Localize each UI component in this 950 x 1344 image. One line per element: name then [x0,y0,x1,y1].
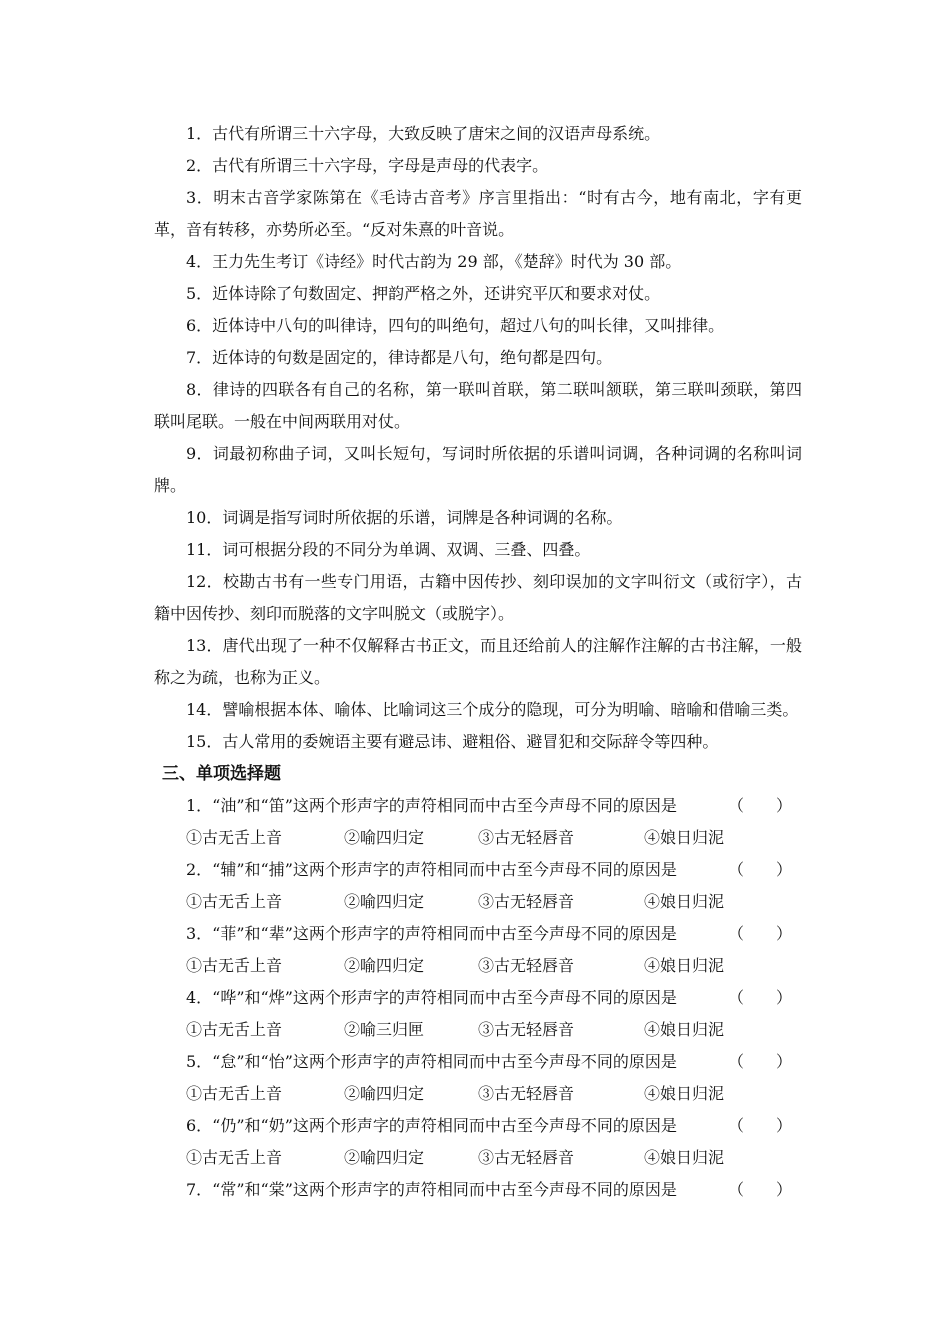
option-d: ④娘日归泥 [644,1084,725,1103]
option-row [154,1142,802,1174]
statement-item: 15．古人常用的委婉语主要有避忌讳、避粗俗、避冒犯和交际辞令等四种。 [186,732,719,751]
answer-blank: （ ） [728,924,793,943]
document-page [154,118,802,1206]
option-row [154,822,802,854]
statement-item: 12．校勘古书有一些专门用语，古籍中因传抄、刻印误加的文字叫衍文（或衍字），古籍中因传抄、刻印而脱落的文字叫脱文（或脱字）。 [154,572,802,623]
question-text: 5．“怠”和“怡”这两个形声字的声符相同而中古至今声母不同的原因是 [186,1052,677,1071]
statement-item: 2．古代有所谓三十六字母，字母是声母的代表字。 [186,156,549,175]
option-row [154,1014,802,1046]
question-text: 6．“仍”和“奶”这两个形声字的声符相同而中古至今声母不同的原因是 [186,1116,677,1135]
statement-item: 14．譬喻根据本体、喻体、比喻词这三个成分的隐现，可分为明喻、暗喻和借喻三类。 [186,700,799,719]
option-c: ③古无轻唇音 [478,1020,575,1039]
option-b: ②喻三归匣 [344,1020,425,1039]
statement-item: 8．律诗的四联各有自己的名称，第一联叫首联，第二联叫颔联，第三联叫颈联，第四联叫尾联。一般在中间两联用对仗。 [154,380,802,431]
option-a: ①古无舌上音 [186,828,283,847]
answer-blank: （ ） [728,988,793,1007]
option-d: ④娘日归泥 [644,1148,725,1167]
question-stem [154,918,802,950]
option-b: ②喻四归定 [344,828,425,847]
question-stem [154,1110,802,1142]
option-d: ④娘日归泥 [644,892,725,911]
option-a: ①古无舌上音 [186,956,283,975]
statement-item: 3．明末古音学家陈第在《毛诗古音考》序言里指出：“时有古今，地有南北，字有更革，音有转移，亦势所必至。“反对朱熹的叶音说。 [154,188,802,239]
option-c: ③古无轻唇音 [478,1148,575,1167]
answer-blank: （ ） [728,1052,793,1071]
option-c: ③古无轻唇音 [478,828,575,847]
statement-item: 11．词可根据分段的不同分为单调、双调、三叠、四叠。 [186,540,591,559]
section-title: 三、单项选择题 [162,764,281,784]
option-c: ③古无轻唇音 [478,892,575,911]
statement-item: 7．近体诗的句数是固定的，律诗都是八句，绝句都是四句。 [186,348,613,367]
option-b: ②喻四归定 [344,1084,425,1103]
answer-blank: （ ） [728,860,793,879]
question-stem [154,1046,802,1078]
statement-item: 6．近体诗中八句的叫律诗，四句的叫绝句，超过八句的叫长律，又叫排律。 [186,316,725,335]
question-text: 7．“常”和“棠”这两个形声字的声符相同而中古至今声母不同的原因是 [186,1180,677,1199]
question-stem [154,854,802,886]
answer-blank: （ ） [728,1116,793,1135]
answer-blank: （ ） [728,796,793,815]
option-a: ①古无舌上音 [186,1084,283,1103]
answer-blank: （ ） [728,1180,793,1199]
question-text: 4．“哗”和“烨”这两个形声字的声符相同而中古至今声母不同的原因是 [186,988,677,1007]
option-a: ①古无舌上音 [186,1148,283,1167]
option-row [154,950,802,982]
option-d: ④娘日归泥 [644,828,725,847]
option-d: ④娘日归泥 [644,1020,725,1039]
option-c: ③古无轻唇音 [478,1084,575,1103]
statement-item: 13．唐代出现了一种不仅解释古书正文，而且还给前人的注解作注解的古书注解，一般称之为疏，也称为正义。 [154,636,802,687]
statement-item: 1．古代有所谓三十六字母，大致反映了唐宋之间的汉语声母系统。 [186,124,661,143]
option-c: ③古无轻唇音 [478,956,575,975]
option-row [154,886,802,918]
question-text: 2．“辅”和“捕”这两个形声字的声符相同而中古至今声母不同的原因是 [186,860,677,879]
option-a: ①古无舌上音 [186,892,283,911]
option-row [154,1078,802,1110]
question-list [154,790,802,1206]
question-stem [154,790,802,822]
option-b: ②喻四归定 [344,956,425,975]
statement-item: 5．近体诗除了句数固定、押韵严格之外，还讲究平仄和要求对仗。 [186,284,661,303]
option-a: ①古无舌上音 [186,1020,283,1039]
question-text: 3．“菲”和“辈”这两个形声字的声符相同而中古至今声母不同的原因是 [186,924,677,943]
question-stem [154,982,802,1014]
option-d: ④娘日归泥 [644,956,725,975]
statement-item: 4．王力先生考订《诗经》时代古韵为 29 部，《楚辞》时代为 30 部。 [186,252,682,271]
statement-item: 9．词最初称曲子词，又叫长短句，写词时所依据的乐谱叫词调，各种词调的名称叫词牌。 [154,444,802,495]
statement-item: 10．词调是指写词时所依据的乐谱，词牌是各种词调的名称。 [186,508,623,527]
statement-list [154,118,802,758]
question-text: 1．“油”和“笛”这两个形声字的声符相同而中古至今声母不同的原因是 [186,796,677,815]
option-b: ②喻四归定 [344,892,425,911]
option-b: ②喻四归定 [344,1148,425,1167]
question-stem [154,1174,802,1206]
